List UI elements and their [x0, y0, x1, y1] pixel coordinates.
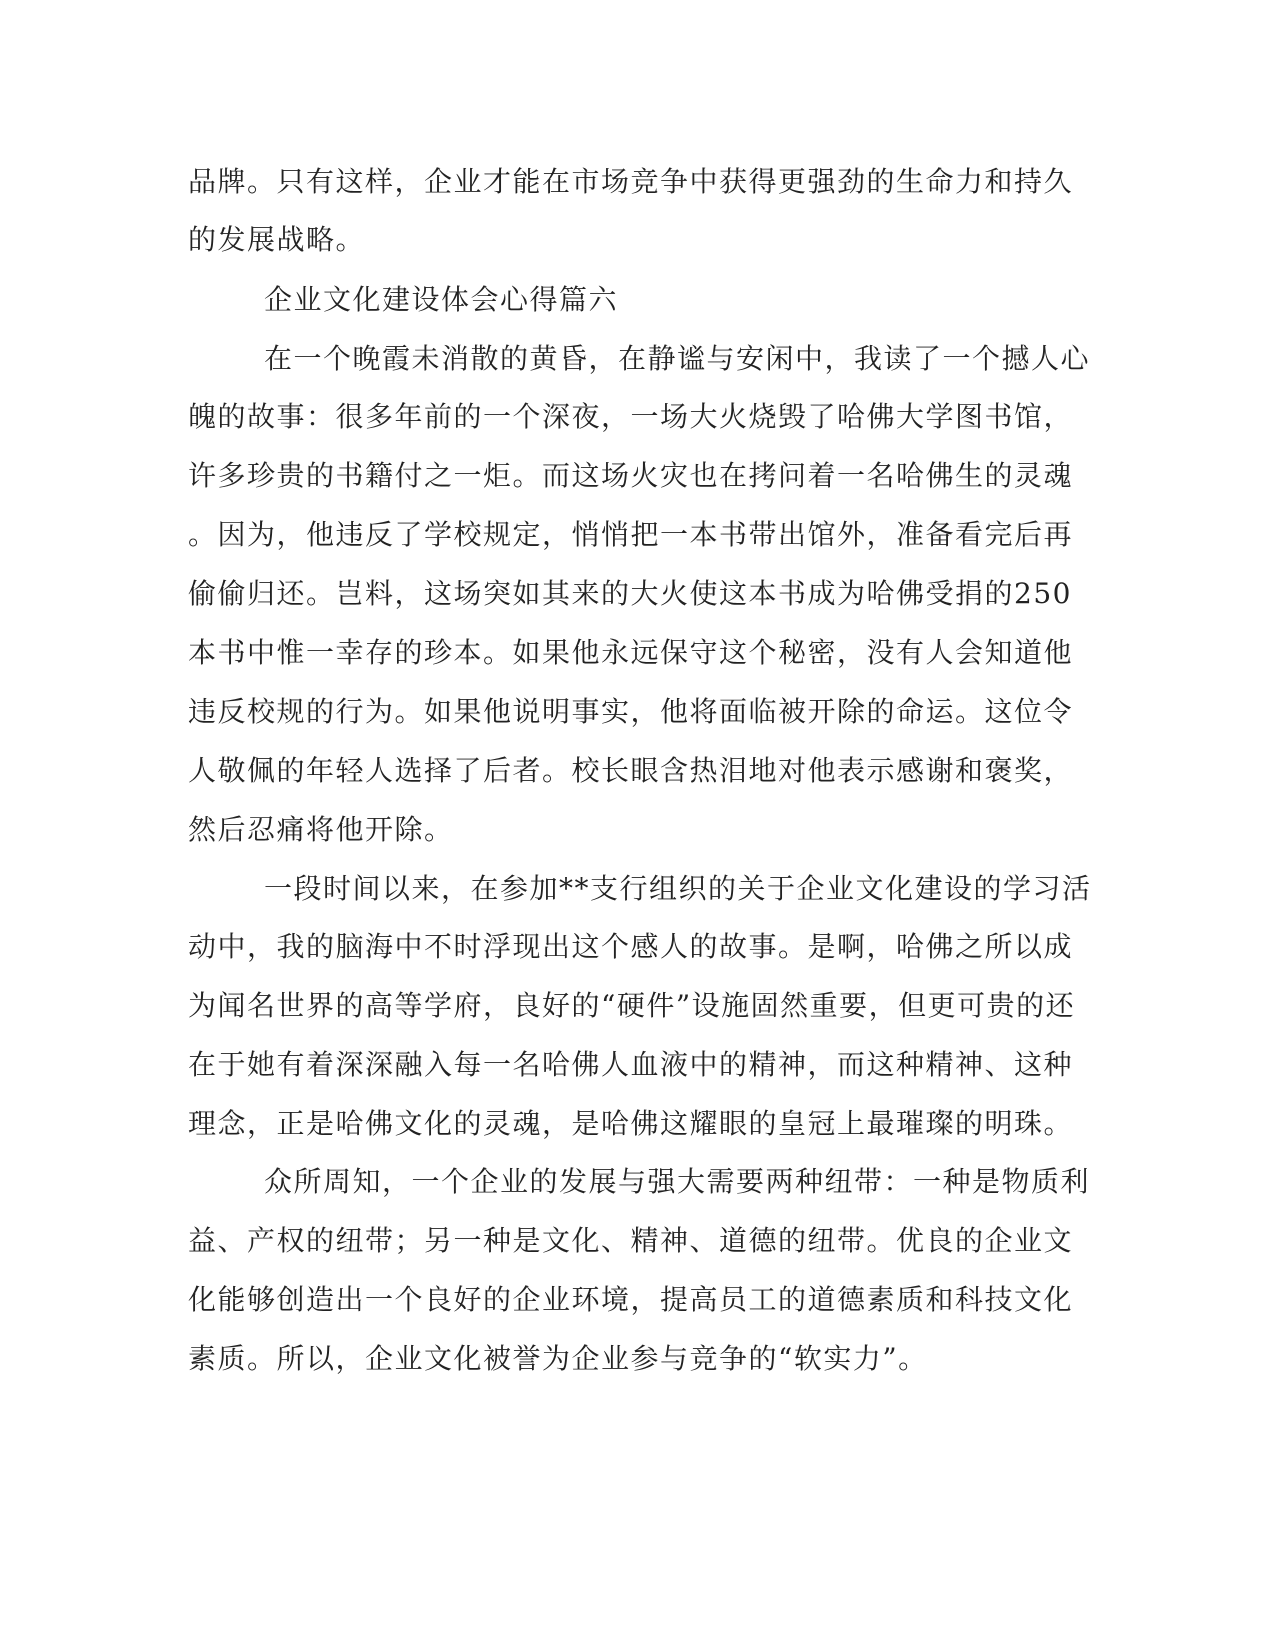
text-line: 素质。所以，企业文化被誉为企业参与竞争的“软实力”。: [188, 1342, 928, 1375]
text-line: 本书中惟一幸存的珍本。如果他永远保守这个秘密，没有人会知道他: [188, 636, 1074, 669]
text-line: 一段时间以来，在参加**支行组织的关于企业文化建设的学习活: [264, 872, 1092, 905]
text-line: 偷偷归还。岂料，这场突如其来的大火使这本书成为哈佛受捐的250: [188, 577, 1072, 610]
text-line: 的发展战略。: [188, 223, 366, 256]
text-line: 众所周知，一个企业的发展与强大需要两种纽带：一种是物质利: [264, 1165, 1091, 1198]
text-line: 益、产权的纽带；另一种是文化、精神、道德的纽带。优良的企业文: [188, 1224, 1074, 1257]
text-line: 魄的故事：很多年前的一个深夜，一场大火烧毁了哈佛大学图书馆，: [188, 400, 1074, 433]
text-line: 化能够创造出一个良好的企业环境，提高员工的道德素质和科技文化: [188, 1283, 1074, 1316]
text-line: 人敬佩的年轻人选择了后者。校长眼含热泪地对他表示感谢和褒奖，: [188, 754, 1074, 787]
text-line: 违反校规的行为。如果他说明事实，他将面临被开除的命运。这位令: [188, 695, 1074, 728]
text-line: 在一个晚霞未消散的黄昏，在静谧与安闲中，我读了一个撼人心: [264, 342, 1091, 375]
section-heading: 企业文化建设体会心得篇六: [264, 283, 619, 316]
text-line: 在于她有着深深融入每一名哈佛人血液中的精神，而这种精神、这种: [188, 1048, 1074, 1081]
text-line: 为闻名世界的高等学府，良好的“硬件”设施固然重要，但更可贵的还: [188, 989, 1076, 1022]
text-line: 理念，正是哈佛文化的灵魂，是哈佛这耀眼的皇冠上最璀璨的明珠。: [188, 1107, 1074, 1140]
text-line: 。因为，他违反了学校规定，悄悄把一本书带出馆外，准备看完后再: [188, 518, 1074, 551]
text-line: 然后忍痛将他开除。: [188, 813, 454, 846]
text-line: 许多珍贵的书籍付之一炬。而这场火灾也在拷问着一名哈佛生的灵魂: [188, 459, 1074, 492]
text-line: 品牌。只有这样，企业才能在市场竞争中获得更强劲的生命力和持久: [188, 165, 1074, 198]
text-line: 动中，我的脑海中不时浮现出这个感人的故事。是啊，哈佛之所以成: [188, 930, 1074, 963]
